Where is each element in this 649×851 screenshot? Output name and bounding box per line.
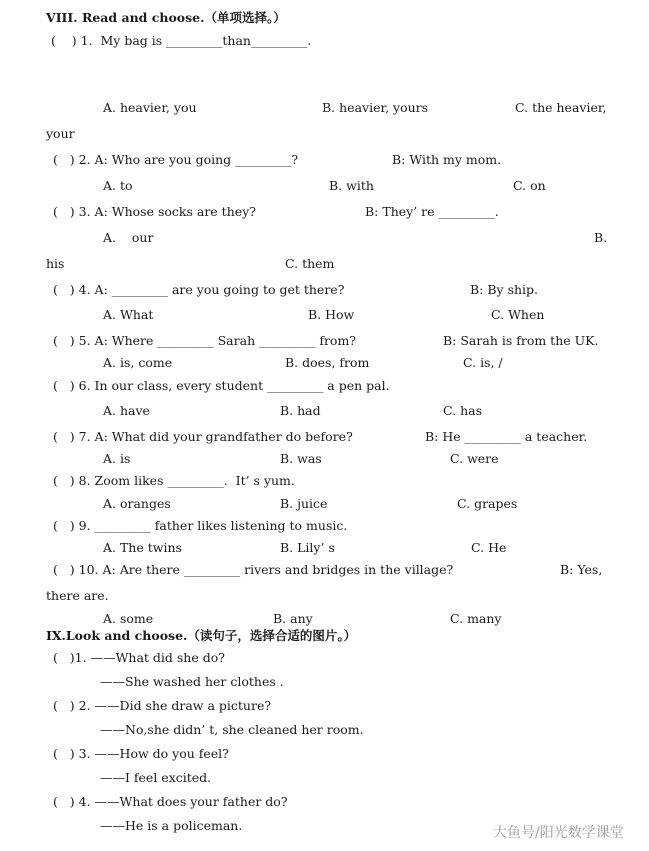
- q8-option-c: C. grapes: [457, 496, 518, 511]
- q4-answer: B: By ship.: [470, 282, 539, 297]
- q3-option-b-cont: his: [46, 256, 65, 271]
- q4-option-c: C. When: [491, 307, 545, 322]
- q9-stem: ( ) 9. _________ father likes listening to music.: [53, 518, 348, 533]
- q10-option-b: B. any: [273, 611, 313, 626]
- q7-option-b: B. was: [280, 451, 322, 466]
- section-9-title: IX.Look and choose.（读句子，选择合适的图片。）: [46, 628, 357, 643]
- q1-option-c: C. the heavier,: [515, 100, 607, 115]
- q6-stem: ( ) 6. In our class, every student _________ a pen pal.: [53, 378, 390, 393]
- q10-option-a: A. some: [103, 611, 154, 626]
- q2-option-c: C. on: [513, 178, 546, 193]
- q8-stem: ( ) 8. Zoom likes _________. It’ s yum.: [53, 473, 295, 488]
- q4-option-b: B. How: [308, 307, 355, 322]
- q1-stem: ( ) 1. My bag is _________than_________.: [51, 33, 312, 48]
- ix-q4-answer: ——He is a policeman.: [100, 818, 243, 833]
- watermark: 大鱼号/阳光数学课堂: [493, 825, 624, 841]
- q9-option-a: A. The twins: [103, 540, 182, 555]
- q7-option-a: A. is: [103, 451, 131, 466]
- q2-answer: B: With my mom.: [392, 152, 502, 167]
- q3-option-b: B.: [594, 230, 608, 245]
- q10-stem: ( ) 10. A: Are there _________ rivers and bridges in the village?: [53, 562, 454, 577]
- q6-option-a: A. have: [103, 403, 150, 418]
- section-8-title: VIII. Read and choose.（单项选择。）: [46, 10, 286, 25]
- q9-option-b: B. Lily’ s: [280, 540, 335, 555]
- q5-option-c: C. is, /: [463, 355, 503, 370]
- q5-answer: B: Sarah is from the UK.: [443, 333, 599, 348]
- q9-option-c: C. He: [471, 540, 507, 555]
- q1-option-b: B. heavier, yours: [322, 100, 429, 115]
- q2-option-a: A. to: [103, 178, 133, 193]
- ix-q2-answer: ——No,she didn’ t, she cleaned her room.: [100, 722, 364, 737]
- q5-option-a: A. is, come: [103, 355, 173, 370]
- q10-option-c: C. many: [450, 611, 502, 626]
- q8-option-a: A. oranges: [103, 496, 171, 511]
- q4-stem: ( ) 4. A: _________ are you going to get there?: [53, 282, 345, 297]
- q1-option-a: A. heavier, you: [103, 100, 197, 115]
- ix-q2-question: ( ) 2. ——Did she draw a picture?: [53, 698, 272, 713]
- q3-answer: B: They’ re _________.: [365, 204, 499, 219]
- q6-option-b: B. had: [280, 403, 321, 418]
- q5-option-b: B. does, from: [285, 355, 370, 370]
- q3-option-c: C. them: [285, 256, 335, 271]
- ix-q1-question: ( )1. ——What did she do?: [53, 650, 225, 665]
- q7-answer: B: He _________ a teacher.: [425, 429, 588, 444]
- q6-option-c: C. has: [443, 403, 482, 418]
- q1-option-c-cont: your: [46, 126, 75, 141]
- q3-option-a: A. our: [103, 230, 154, 245]
- q3-stem: ( ) 3. A: Whose socks are they?: [53, 204, 256, 219]
- ix-q4-question: ( ) 4. ——What does your father do?: [53, 794, 288, 809]
- q4-option-a: A. What: [103, 307, 154, 322]
- q10-answer: B: Yes,: [560, 562, 603, 577]
- q5-stem: ( ) 5. A: Where _________ Sarah _________ from?: [53, 333, 356, 348]
- ix-q1-answer: ——She washed her clothes .: [100, 674, 284, 689]
- q7-option-c: C. were: [450, 451, 499, 466]
- q2-stem: ( ) 2. A: Who are you going _________?: [53, 152, 299, 167]
- q2-option-b: B. with: [329, 178, 374, 193]
- q7-stem: ( ) 7. A: What did your grandfather do before?: [53, 429, 353, 444]
- ix-q3-question: ( ) 3. ——How do you feel?: [53, 746, 229, 761]
- q8-option-b: B. juice: [280, 496, 328, 511]
- q10-answer-cont: there are.: [46, 588, 109, 603]
- ix-q3-answer: ——I feel excited.: [100, 770, 212, 785]
